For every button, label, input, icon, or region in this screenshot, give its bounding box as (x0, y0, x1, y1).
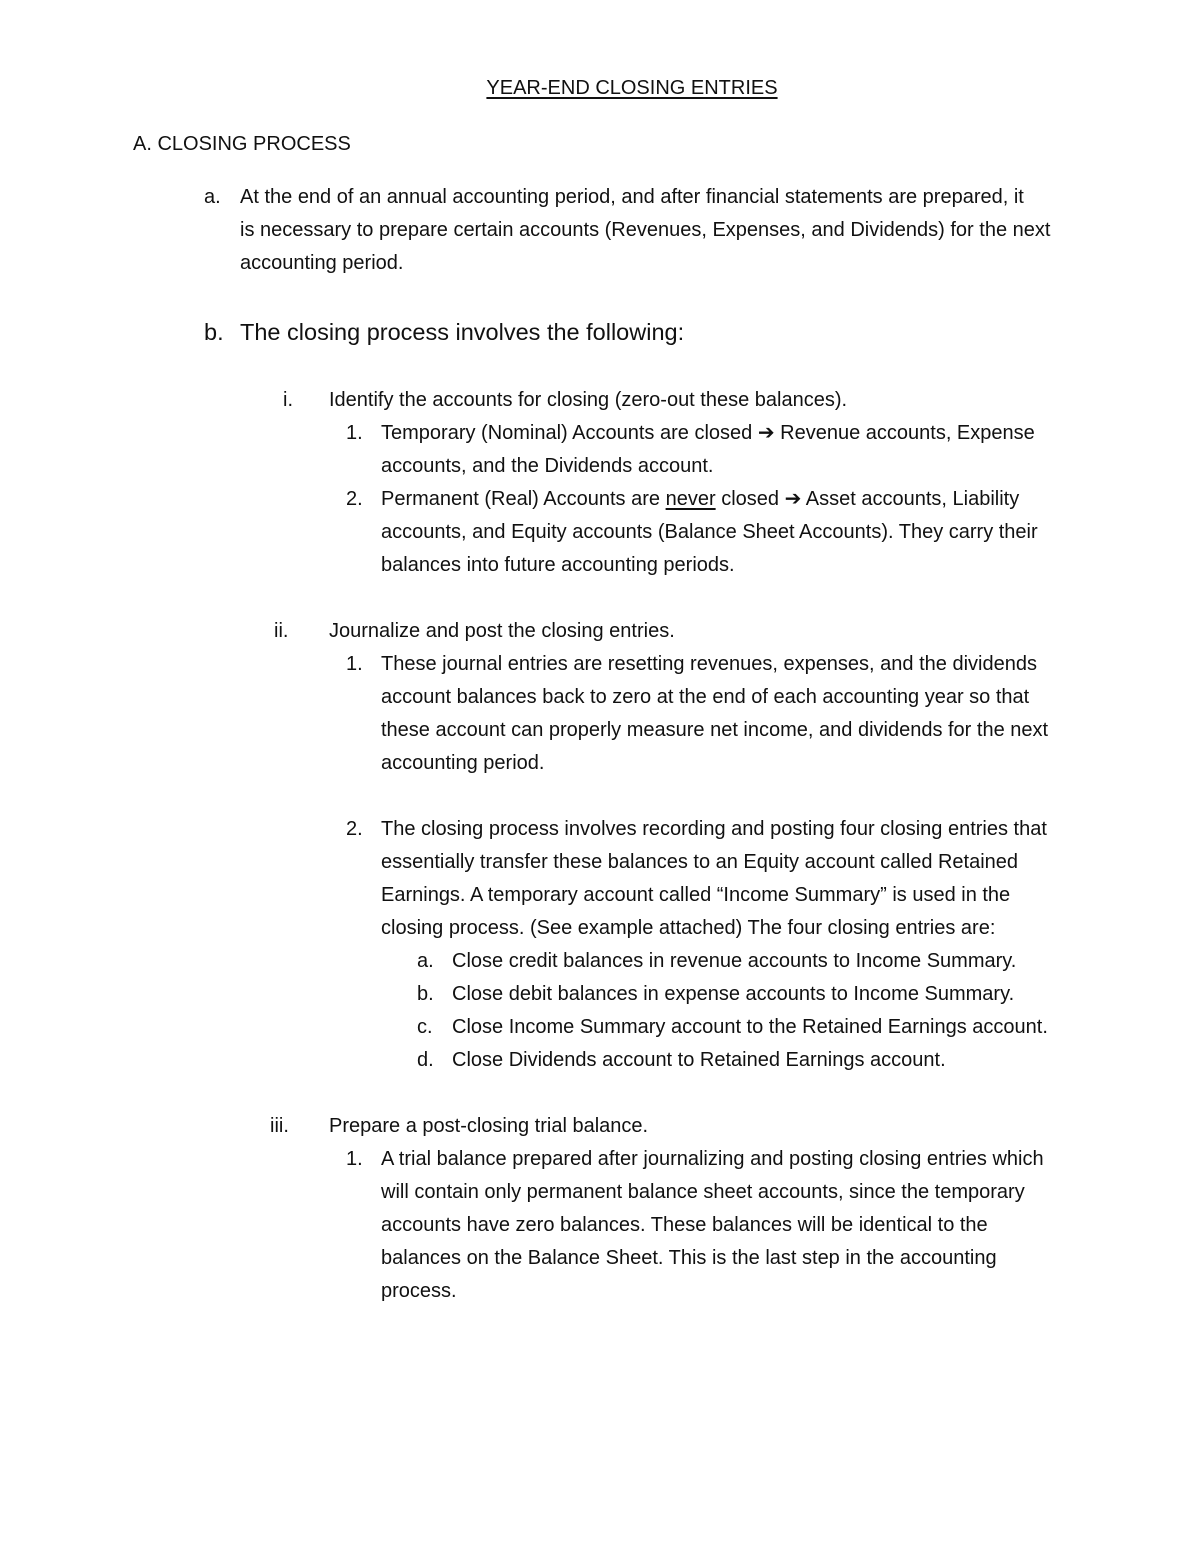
page-title: YEAR-END CLOSING ENTRIES (486, 77, 778, 99)
step-iii-sub1-line: balances on the Balance Sheet. This is the last step in the accounting (381, 1247, 997, 1269)
permanent-accounts-text: Permanent (Real) Accounts are (381, 488, 661, 510)
step-i-sub1-line: accounts, and the Dividends account. (381, 455, 714, 477)
step-i-sub2-marker: 2. (346, 488, 363, 510)
step-ii-sub1-line: these account can properly measure net income, and dividends for the next (381, 719, 1049, 741)
step-iii-sub1-line: accounts have zero balances. These balances will be identical to the (381, 1214, 988, 1236)
closing-entry-marker: b. (417, 983, 434, 1005)
closing-entry-marker: c. (417, 1016, 433, 1038)
never-emphasis: never (665, 488, 716, 510)
item-a-line: At the end of an annual accounting period, and after financial statements are prepared, it (240, 186, 1024, 208)
closed-text: closed (721, 488, 779, 510)
step-i-sub2-line: balances into future accounting periods. (381, 554, 735, 576)
step-iii-sub1-line: will contain only permanent balance sheet accounts, since the temporary (381, 1181, 1025, 1203)
step-iii-marker: iii. (270, 1115, 289, 1137)
asset-liability-text: Asset accounts, Liability (805, 488, 1020, 510)
step-ii-sub2-line: closing process. (See example attached) The four closing entries are: (381, 917, 996, 939)
closing-entry-text: Close credit balances in revenue accounts to Income Summary. (452, 950, 1017, 972)
step-i-sub1-marker: 1. (346, 422, 363, 444)
section-heading: A. CLOSING PROCESS (133, 133, 351, 155)
closing-entry-text: Close Dividends account to Retained Earnings account. (452, 1049, 946, 1071)
step-ii-sub1-line: account balances back to zero at the end of each accounting year so that (381, 686, 1030, 708)
closing-entry-marker: d. (417, 1049, 434, 1071)
step-ii-text: Journalize and post the closing entries. (329, 620, 675, 642)
step-ii-sub1-line: These journal entries are resetting revenues, expenses, and the dividends (381, 653, 1037, 675)
step-ii-sub1-marker: 1. (346, 653, 363, 675)
closing-entry-text: Close Income Summary account to the Retained Earnings account. (452, 1016, 1048, 1038)
right-arrow-icon: ➔ (784, 488, 802, 510)
step-iii-sub1-marker: 1. (346, 1148, 363, 1170)
step-ii-sub1-line: accounting period. (381, 752, 545, 774)
right-arrow-icon: ➔ (757, 422, 775, 444)
step-ii-sub2-line: Earnings. A temporary account called “Income Summary” is used in the (381, 884, 1011, 906)
step-iii-text: Prepare a post-closing trial balance. (329, 1115, 649, 1137)
step-i-text: Identify the accounts for closing (zero-out these balances). (329, 389, 848, 411)
item-b-heading: The closing process involves the following: (240, 319, 685, 345)
step-i-sub2-line (381, 483, 1019, 516)
temporary-accounts-text: Temporary (Nominal) Accounts are closed (381, 422, 753, 444)
step-iii-sub1-line: process. (381, 1280, 457, 1302)
item-a-line: is necessary to prepare certain accounts (Revenues, Expenses, and Dividends) for the next (240, 219, 1051, 241)
step-i-sub2-line: accounts, and Equity accounts (Balance Sheet Accounts). They carry their (381, 521, 1038, 543)
item-b-marker: b. (204, 319, 224, 345)
item-a-marker: a. (204, 186, 221, 208)
step-ii-sub2-line: The closing process involves recording and posting four closing entries that (381, 818, 1047, 840)
item-a-line: accounting period. (240, 252, 404, 274)
revenue-expense-text: Revenue accounts, Expense (780, 422, 1035, 444)
step-iii-sub1-line: A trial balance prepared after journalizing and posting closing entries which (381, 1148, 1044, 1170)
step-i-sub1-line (381, 417, 1035, 450)
step-ii-sub2-line: essentially transfer these balances to an Equity account called Retained (381, 851, 1019, 873)
closing-entry-marker: a. (417, 950, 434, 972)
step-ii-sub2-marker: 2. (346, 818, 363, 840)
step-ii-marker: ii. (274, 620, 289, 642)
closing-entry-text: Close debit balances in expense accounts to Income Summary. (452, 983, 1015, 1005)
step-i-marker: i. (283, 389, 293, 411)
